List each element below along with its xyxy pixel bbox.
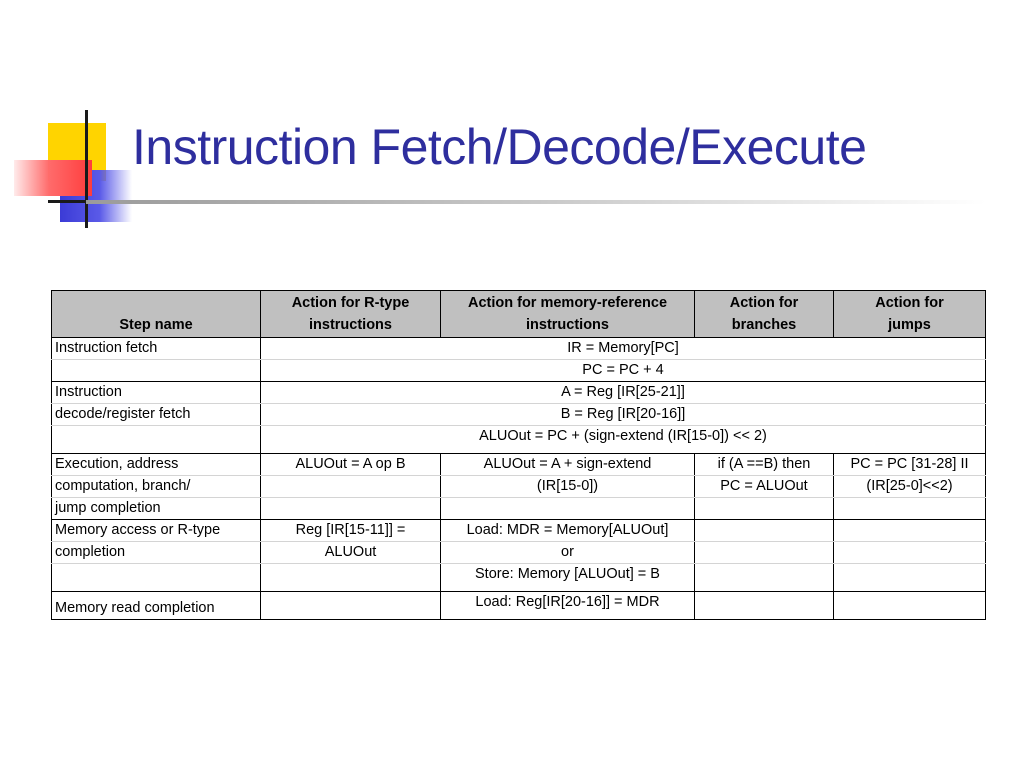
jump-cell — [834, 564, 986, 592]
header-step-name: Step name — [52, 291, 261, 338]
branch-cell — [695, 564, 834, 592]
memory-ref-cell: Load: MDR = Memory[ALUOut] — [441, 520, 695, 542]
table-row — [52, 564, 986, 592]
table-row — [52, 360, 986, 382]
shared-action-cell: B = Reg [IR[20-16]] — [261, 404, 986, 426]
memory-ref-cell: ALUOut = A + sign-extend — [441, 454, 695, 476]
header-rtype: Action for R-type instructions — [261, 291, 441, 338]
step-name-cell — [52, 360, 261, 382]
branch-cell: if (A ==B) then — [695, 454, 834, 476]
memory-ref-cell: or — [441, 542, 695, 564]
table-row — [52, 520, 986, 542]
table-row — [52, 476, 986, 498]
instruction-steps-table — [51, 290, 986, 620]
step-name-cell: jump completion — [52, 498, 261, 520]
step-name-cell: Memory access or R-type — [52, 520, 261, 542]
rtype-cell — [261, 498, 441, 520]
table-row — [52, 592, 986, 620]
step-name-cell — [52, 426, 261, 454]
memory-ref-cell — [441, 498, 695, 520]
rtype-cell — [261, 592, 441, 620]
header-memory-reference: Action for memory-reference instructions — [441, 291, 695, 338]
rtype-cell — [261, 564, 441, 592]
table-row — [52, 498, 986, 520]
branch-cell: PC = ALUOut — [695, 476, 834, 498]
header-branches: Action for branches — [695, 291, 834, 338]
branch-cell — [695, 592, 834, 620]
step-name-cell: Execution, address — [52, 454, 261, 476]
table-row — [52, 426, 986, 454]
jump-cell — [834, 498, 986, 520]
branch-cell — [695, 498, 834, 520]
logo-vertical-line — [85, 110, 88, 228]
shared-action-cell: A = Reg [IR[25-21]] — [261, 382, 986, 404]
jump-cell — [834, 520, 986, 542]
memory-ref-cell: Load: Reg[IR[20-16]] = MDR — [441, 592, 695, 620]
table-row — [52, 454, 986, 476]
title-underline — [86, 200, 986, 204]
jump-cell: (IR[25-0]<<2) — [834, 476, 986, 498]
table-header-row — [52, 291, 986, 338]
rtype-cell: ALUOut = A op B — [261, 454, 441, 476]
step-name-cell — [52, 564, 261, 592]
step-name-cell: Memory read completion — [52, 592, 261, 620]
step-name-cell: decode/register fetch — [52, 404, 261, 426]
jump-cell — [834, 542, 986, 564]
branch-cell — [695, 520, 834, 542]
table-row — [52, 542, 986, 564]
shared-action-cell: ALUOut = PC + (sign-extend (IR[15-0]) << 2) — [261, 426, 986, 454]
step-name-cell: completion — [52, 542, 261, 564]
jump-cell: PC = PC [31-28] II — [834, 454, 986, 476]
jump-cell — [834, 592, 986, 620]
branch-cell — [695, 542, 834, 564]
rtype-cell — [261, 476, 441, 498]
rtype-cell: Reg [IR[15-11]] = — [261, 520, 441, 542]
header-jumps: Action for jumps — [834, 291, 986, 338]
rtype-cell: ALUOut — [261, 542, 441, 564]
table-row — [52, 404, 986, 426]
step-name-cell: Instruction — [52, 382, 261, 404]
memory-ref-cell: (IR[15-0]) — [441, 476, 695, 498]
slide-title: Instruction Fetch/Decode/Execute — [132, 119, 867, 175]
memory-ref-cell: Store: Memory [ALUOut] = B — [441, 564, 695, 592]
step-name-cell: Instruction fetch — [52, 338, 261, 360]
shared-action-cell: IR = Memory[PC] — [261, 338, 986, 360]
shared-action-cell: PC = PC + 4 — [261, 360, 986, 382]
logo-red-square — [14, 160, 92, 196]
table-row — [52, 338, 986, 360]
step-name-cell: computation, branch/ — [52, 476, 261, 498]
table-row — [52, 382, 986, 404]
